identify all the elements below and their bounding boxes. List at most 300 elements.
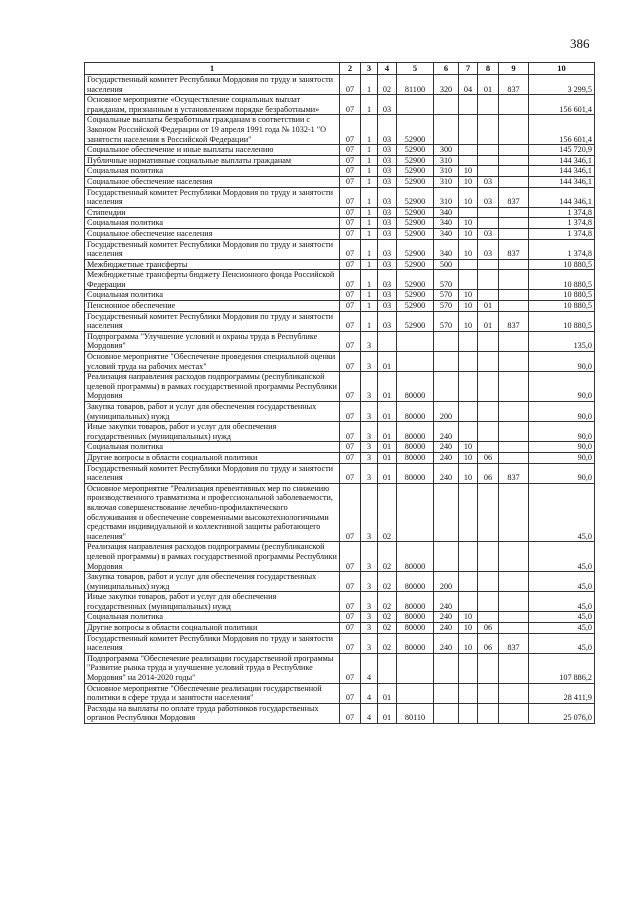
cell-name: Социальное обеспечение населения [85, 176, 340, 187]
header-row [85, 63, 595, 75]
cell-code: 1 [361, 270, 378, 290]
cell-code [459, 542, 478, 572]
cell-code: 02 [378, 623, 397, 634]
cell-code: 07 [340, 653, 361, 683]
table-row [85, 592, 595, 612]
cell-code: 03 [478, 228, 499, 239]
table-row [85, 95, 595, 115]
cell-name: Подпрограмма "Обеспечение реализации государственной программы "Развитие рынка труда и улучшение условий труда в Республике Мордовия" на 2014-2020 годы" [85, 653, 340, 683]
cell-code [478, 290, 499, 301]
cell-code [459, 115, 478, 145]
cell-code [499, 683, 529, 703]
table-row [85, 270, 595, 290]
cell-code: 07 [340, 207, 361, 218]
cell-code [499, 542, 529, 572]
table-row [85, 115, 595, 145]
budget-table [84, 62, 595, 724]
cell-code: 07 [340, 239, 361, 259]
cell-code [434, 331, 459, 351]
cell-amount: 90,0 [529, 402, 595, 422]
cell-code: 07 [340, 703, 361, 723]
cell-code: 10 [459, 218, 478, 229]
cell-code [478, 483, 499, 542]
cell-code [499, 228, 529, 239]
cell-code [478, 653, 499, 683]
cell-code [459, 259, 478, 270]
cell-code: 03 [378, 176, 397, 187]
cell-code [434, 683, 459, 703]
cell-amount: 90,0 [529, 442, 595, 453]
cell-code [478, 218, 499, 229]
cell-code: 240 [434, 422, 459, 442]
cell-amount: 156 601,4 [529, 95, 595, 115]
cell-code: 52900 [397, 270, 434, 290]
cell-code [459, 483, 478, 542]
cell-name: Основное мероприятие «Осуществление социальных выплат гражданам, признанным в установленном порядке безработными» [85, 95, 340, 115]
cell-code: 52900 [397, 301, 434, 312]
cell-code [499, 176, 529, 187]
cell-amount: 10 880,5 [529, 290, 595, 301]
cell-amount: 144 346,1 [529, 166, 595, 177]
cell-code: 52900 [397, 176, 434, 187]
cell-code: 3 [361, 612, 378, 623]
cell-name: Реализация направления расходов подпрограммы (республиканской целевой программы) в рамках государственной программы Республики Мордовия [85, 372, 340, 402]
table-row [85, 352, 595, 372]
cell-code: 310 [434, 166, 459, 177]
cell-code [499, 352, 529, 372]
cell-code: 837 [499, 75, 529, 95]
cell-code: 07 [340, 422, 361, 442]
cell-amount: 107 886,2 [529, 653, 595, 683]
cell-code: 03 [378, 259, 397, 270]
cell-code [499, 372, 529, 402]
cell-code: 80000 [397, 542, 434, 572]
col-header: 7 [459, 63, 478, 75]
cell-code: 52900 [397, 239, 434, 259]
cell-code [378, 653, 397, 683]
cell-code: 80000 [397, 623, 434, 634]
cell-code: 3 [361, 372, 378, 402]
cell-code [499, 592, 529, 612]
cell-code: 03 [378, 115, 397, 145]
cell-code [478, 331, 499, 351]
cell-code: 10 [459, 442, 478, 453]
cell-code: 52900 [397, 155, 434, 166]
cell-code [499, 572, 529, 592]
cell-code [397, 352, 434, 372]
cell-amount: 135,0 [529, 331, 595, 351]
cell-code: 03 [378, 270, 397, 290]
cell-code [397, 95, 434, 115]
cell-name: Социальное обеспечение населения [85, 228, 340, 239]
cell-name: Реализация направления расходов подпрограммы (республиканской целевой программы) в рамках государственной программы Республики Мордовия [85, 542, 340, 572]
cell-name: Социальная политика [85, 218, 340, 229]
cell-amount: 1 374,8 [529, 207, 595, 218]
cell-code [478, 402, 499, 422]
table-row [85, 239, 595, 259]
cell-code [459, 207, 478, 218]
cell-code: 02 [378, 633, 397, 653]
cell-amount: 90,0 [529, 372, 595, 402]
cell-amount: 90,0 [529, 352, 595, 372]
table-row [85, 653, 595, 683]
cell-code: 03 [478, 239, 499, 259]
cell-code: 07 [340, 290, 361, 301]
cell-code [499, 207, 529, 218]
cell-amount: 45,0 [529, 612, 595, 623]
cell-amount: 45,0 [529, 572, 595, 592]
table-row [85, 311, 595, 331]
cell-code [434, 115, 459, 145]
cell-code [434, 372, 459, 402]
cell-code: 1 [361, 166, 378, 177]
cell-code: 570 [434, 311, 459, 331]
cell-code: 52900 [397, 115, 434, 145]
cell-name: Государственный комитет Республики Мордовия по труду и занятости населения [85, 187, 340, 207]
cell-code: 01 [378, 452, 397, 463]
cell-name: Другие вопросы в области социальной политики [85, 623, 340, 634]
cell-code [459, 653, 478, 683]
cell-code [459, 683, 478, 703]
cell-code: 837 [499, 633, 529, 653]
cell-code [478, 572, 499, 592]
cell-code: 10 [459, 311, 478, 331]
cell-amount: 144 346,1 [529, 187, 595, 207]
cell-code: 01 [378, 463, 397, 483]
cell-amount: 10 880,5 [529, 259, 595, 270]
cell-code [478, 166, 499, 177]
cell-name: Социальная политика [85, 442, 340, 453]
col-header: 1 [85, 63, 340, 75]
cell-code: 3 [361, 623, 378, 634]
cell-code: 80000 [397, 372, 434, 402]
cell-code: 52900 [397, 218, 434, 229]
cell-code: 10 [459, 612, 478, 623]
cell-code [434, 352, 459, 372]
cell-code: 07 [340, 301, 361, 312]
cell-code [499, 653, 529, 683]
cell-code: 310 [434, 155, 459, 166]
cell-code: 07 [340, 75, 361, 95]
cell-code: 01 [378, 422, 397, 442]
cell-code: 10 [459, 633, 478, 653]
cell-code: 07 [340, 115, 361, 145]
cell-amount: 145 720,9 [529, 145, 595, 156]
cell-code: 03 [478, 176, 499, 187]
cell-code: 07 [340, 176, 361, 187]
cell-code [478, 155, 499, 166]
cell-code: 3 [361, 592, 378, 612]
cell-name: Государственный комитет Республики Мордовия по труду и занятости населения [85, 311, 340, 331]
cell-code: 3 [361, 452, 378, 463]
cell-code [478, 115, 499, 145]
cell-code: 4 [361, 703, 378, 723]
cell-code: 4 [361, 683, 378, 703]
cell-code: 02 [378, 75, 397, 95]
cell-name: Другие вопросы в области социальной политики [85, 452, 340, 463]
cell-code [434, 703, 459, 723]
cell-code: 1 [361, 259, 378, 270]
cell-code: 80000 [397, 633, 434, 653]
cell-code: 03 [378, 207, 397, 218]
cell-code [478, 703, 499, 723]
col-header: 3 [361, 63, 378, 75]
cell-code: 07 [340, 166, 361, 177]
cell-code: 80000 [397, 422, 434, 442]
cell-code: 3 [361, 422, 378, 442]
cell-code: 02 [378, 483, 397, 542]
table-row [85, 463, 595, 483]
cell-code: 02 [378, 542, 397, 572]
table-row [85, 187, 595, 207]
cell-code [478, 207, 499, 218]
cell-code: 01 [478, 301, 499, 312]
cell-code: 1 [361, 187, 378, 207]
cell-amount: 45,0 [529, 623, 595, 634]
cell-code: 3 [361, 331, 378, 351]
cell-code [459, 372, 478, 402]
cell-code: 04 [459, 75, 478, 95]
cell-code: 07 [340, 270, 361, 290]
cell-code [499, 612, 529, 623]
cell-code: 80000 [397, 402, 434, 422]
cell-code: 07 [340, 187, 361, 207]
cell-code [499, 452, 529, 463]
cell-code: 03 [378, 311, 397, 331]
cell-amount: 45,0 [529, 592, 595, 612]
cell-code: 07 [340, 372, 361, 402]
cell-code [478, 612, 499, 623]
table-row [85, 442, 595, 453]
cell-code: 340 [434, 228, 459, 239]
cell-code: 01 [378, 703, 397, 723]
cell-code: 837 [499, 463, 529, 483]
cell-code [397, 653, 434, 683]
cell-code [459, 155, 478, 166]
cell-code: 07 [340, 542, 361, 572]
cell-code: 07 [340, 612, 361, 623]
cell-code: 07 [340, 592, 361, 612]
cell-code: 06 [478, 633, 499, 653]
cell-name: Основное мероприятие "Обеспечение реализации государственной политики в сфере труда и занятости населения" [85, 683, 340, 703]
cell-code: 52900 [397, 207, 434, 218]
cell-code [499, 115, 529, 145]
cell-code: 07 [340, 452, 361, 463]
cell-code: 01 [378, 372, 397, 402]
cell-code [499, 331, 529, 351]
cell-code: 1 [361, 228, 378, 239]
cell-code [478, 95, 499, 115]
table-row [85, 452, 595, 463]
cell-code: 80000 [397, 442, 434, 453]
cell-amount: 156 601,4 [529, 115, 595, 145]
table-row [85, 75, 595, 95]
cell-code: 01 [378, 352, 397, 372]
table-row [85, 483, 595, 542]
table-row [85, 331, 595, 351]
cell-code: 07 [340, 352, 361, 372]
cell-code [434, 95, 459, 115]
cell-code [459, 422, 478, 442]
cell-code: 1 [361, 311, 378, 331]
cell-code: 320 [434, 75, 459, 95]
cell-code: 02 [378, 592, 397, 612]
cell-code: 10 [459, 166, 478, 177]
cell-code [459, 331, 478, 351]
cell-code [478, 422, 499, 442]
cell-code: 07 [340, 95, 361, 115]
cell-code [459, 352, 478, 372]
cell-code: 07 [340, 683, 361, 703]
cell-amount: 10 880,5 [529, 270, 595, 290]
cell-code: 837 [499, 311, 529, 331]
cell-code: 10 [459, 187, 478, 207]
cell-name: Социальная политика [85, 612, 340, 623]
col-header: 2 [340, 63, 361, 75]
cell-code: 1 [361, 95, 378, 115]
cell-code [459, 402, 478, 422]
cell-amount: 10 880,5 [529, 311, 595, 331]
cell-code [397, 683, 434, 703]
cell-code: 01 [378, 402, 397, 422]
cell-code: 03 [378, 95, 397, 115]
cell-code: 07 [340, 623, 361, 634]
table-row [85, 259, 595, 270]
cell-code [478, 352, 499, 372]
cell-name: Закупка товаров, работ и услуг для обеспечения государственных (муниципальных) нужд [85, 402, 340, 422]
cell-code [459, 145, 478, 156]
cell-code: 240 [434, 442, 459, 453]
cell-code: 1 [361, 115, 378, 145]
cell-code: 240 [434, 623, 459, 634]
page-number: 386 [570, 36, 590, 51]
cell-name: Социальная политика [85, 290, 340, 301]
cell-code: 837 [499, 239, 529, 259]
cell-code: 52900 [397, 228, 434, 239]
cell-code [459, 270, 478, 290]
col-header: 10 [529, 63, 595, 75]
cell-code: 07 [340, 259, 361, 270]
cell-code: 3 [361, 483, 378, 542]
cell-amount: 45,0 [529, 483, 595, 542]
cell-name: Социальное обеспечение и иные выплаты населению [85, 145, 340, 156]
cell-code [478, 442, 499, 453]
cell-name: Иные закупки товаров, работ и услуг для обеспечения государственных (муниципальных) нужд [85, 422, 340, 442]
cell-amount: 28 411,9 [529, 683, 595, 703]
cell-amount: 1 374,8 [529, 228, 595, 239]
cell-code: 1 [361, 207, 378, 218]
table-row [85, 683, 595, 703]
cell-amount: 25 076,0 [529, 703, 595, 723]
cell-code: 03 [378, 166, 397, 177]
cell-code: 1 [361, 176, 378, 187]
table-row [85, 372, 595, 402]
cell-code: 240 [434, 612, 459, 623]
cell-amount: 90,0 [529, 463, 595, 483]
cell-name: Расходы на выплаты по оплате труда работников государственных органов Республики Мордовия [85, 703, 340, 723]
cell-code [499, 442, 529, 453]
cell-code: 3 [361, 542, 378, 572]
cell-code: 837 [499, 187, 529, 207]
cell-code [478, 145, 499, 156]
table-row [85, 290, 595, 301]
cell-code: 52900 [397, 166, 434, 177]
cell-code: 07 [340, 228, 361, 239]
cell-code: 80110 [397, 703, 434, 723]
table-row [85, 542, 595, 572]
cell-code [459, 592, 478, 612]
table-row [85, 176, 595, 187]
cell-code: 80000 [397, 452, 434, 463]
cell-code: 07 [340, 633, 361, 653]
cell-code: 80000 [397, 572, 434, 592]
cell-amount: 45,0 [529, 633, 595, 653]
cell-code: 3 [361, 442, 378, 453]
cell-code: 03 [478, 187, 499, 207]
cell-code [478, 542, 499, 572]
cell-code [499, 290, 529, 301]
table-row [85, 623, 595, 634]
cell-code [499, 166, 529, 177]
cell-code: 80000 [397, 592, 434, 612]
cell-code: 52900 [397, 145, 434, 156]
cell-code: 06 [478, 623, 499, 634]
cell-code [499, 145, 529, 156]
cell-code [499, 703, 529, 723]
cell-name: Государственный комитет Республики Мордовия по труду и занятости населения [85, 239, 340, 259]
cell-code [499, 95, 529, 115]
cell-name: Подпрограмма "Улучшение условий и охраны труда в Республике Мордовия" [85, 331, 340, 351]
cell-amount: 90,0 [529, 422, 595, 442]
cell-code: 01 [378, 442, 397, 453]
table-row [85, 612, 595, 623]
table-body [85, 75, 595, 724]
cell-code: 310 [434, 176, 459, 187]
cell-code: 01 [478, 311, 499, 331]
cell-code [459, 572, 478, 592]
col-header: 5 [397, 63, 434, 75]
col-header: 8 [478, 63, 499, 75]
cell-code: 52900 [397, 187, 434, 207]
cell-name: Социальная политика [85, 166, 340, 177]
cell-code: 1 [361, 239, 378, 259]
cell-code: 07 [340, 145, 361, 156]
cell-code [459, 703, 478, 723]
cell-code: 07 [340, 442, 361, 453]
cell-code: 240 [434, 452, 459, 463]
cell-code: 4 [361, 653, 378, 683]
cell-amount: 10 880,5 [529, 301, 595, 312]
cell-code [499, 402, 529, 422]
table-row [85, 145, 595, 156]
cell-code: 07 [340, 331, 361, 351]
cell-code: 3 [361, 633, 378, 653]
cell-name: Межбюджетные трансферты бюджету Пенсионного фонда Российской Федерации [85, 270, 340, 290]
cell-name: Государственный комитет Республики Мордовия по труду и занятости населения [85, 75, 340, 95]
cell-code: 01 [478, 75, 499, 95]
cell-code: 03 [378, 301, 397, 312]
cell-code: 310 [434, 187, 459, 207]
cell-amount: 144 346,1 [529, 155, 595, 166]
cell-amount: 90,0 [529, 452, 595, 463]
cell-amount: 1 374,8 [529, 239, 595, 259]
cell-code: 570 [434, 270, 459, 290]
cell-code: 10 [459, 463, 478, 483]
cell-code: 07 [340, 402, 361, 422]
cell-name: Государственный комитет Республики Мордовия по труду и занятости населения [85, 463, 340, 483]
cell-code [478, 372, 499, 402]
col-header: 6 [434, 63, 459, 75]
